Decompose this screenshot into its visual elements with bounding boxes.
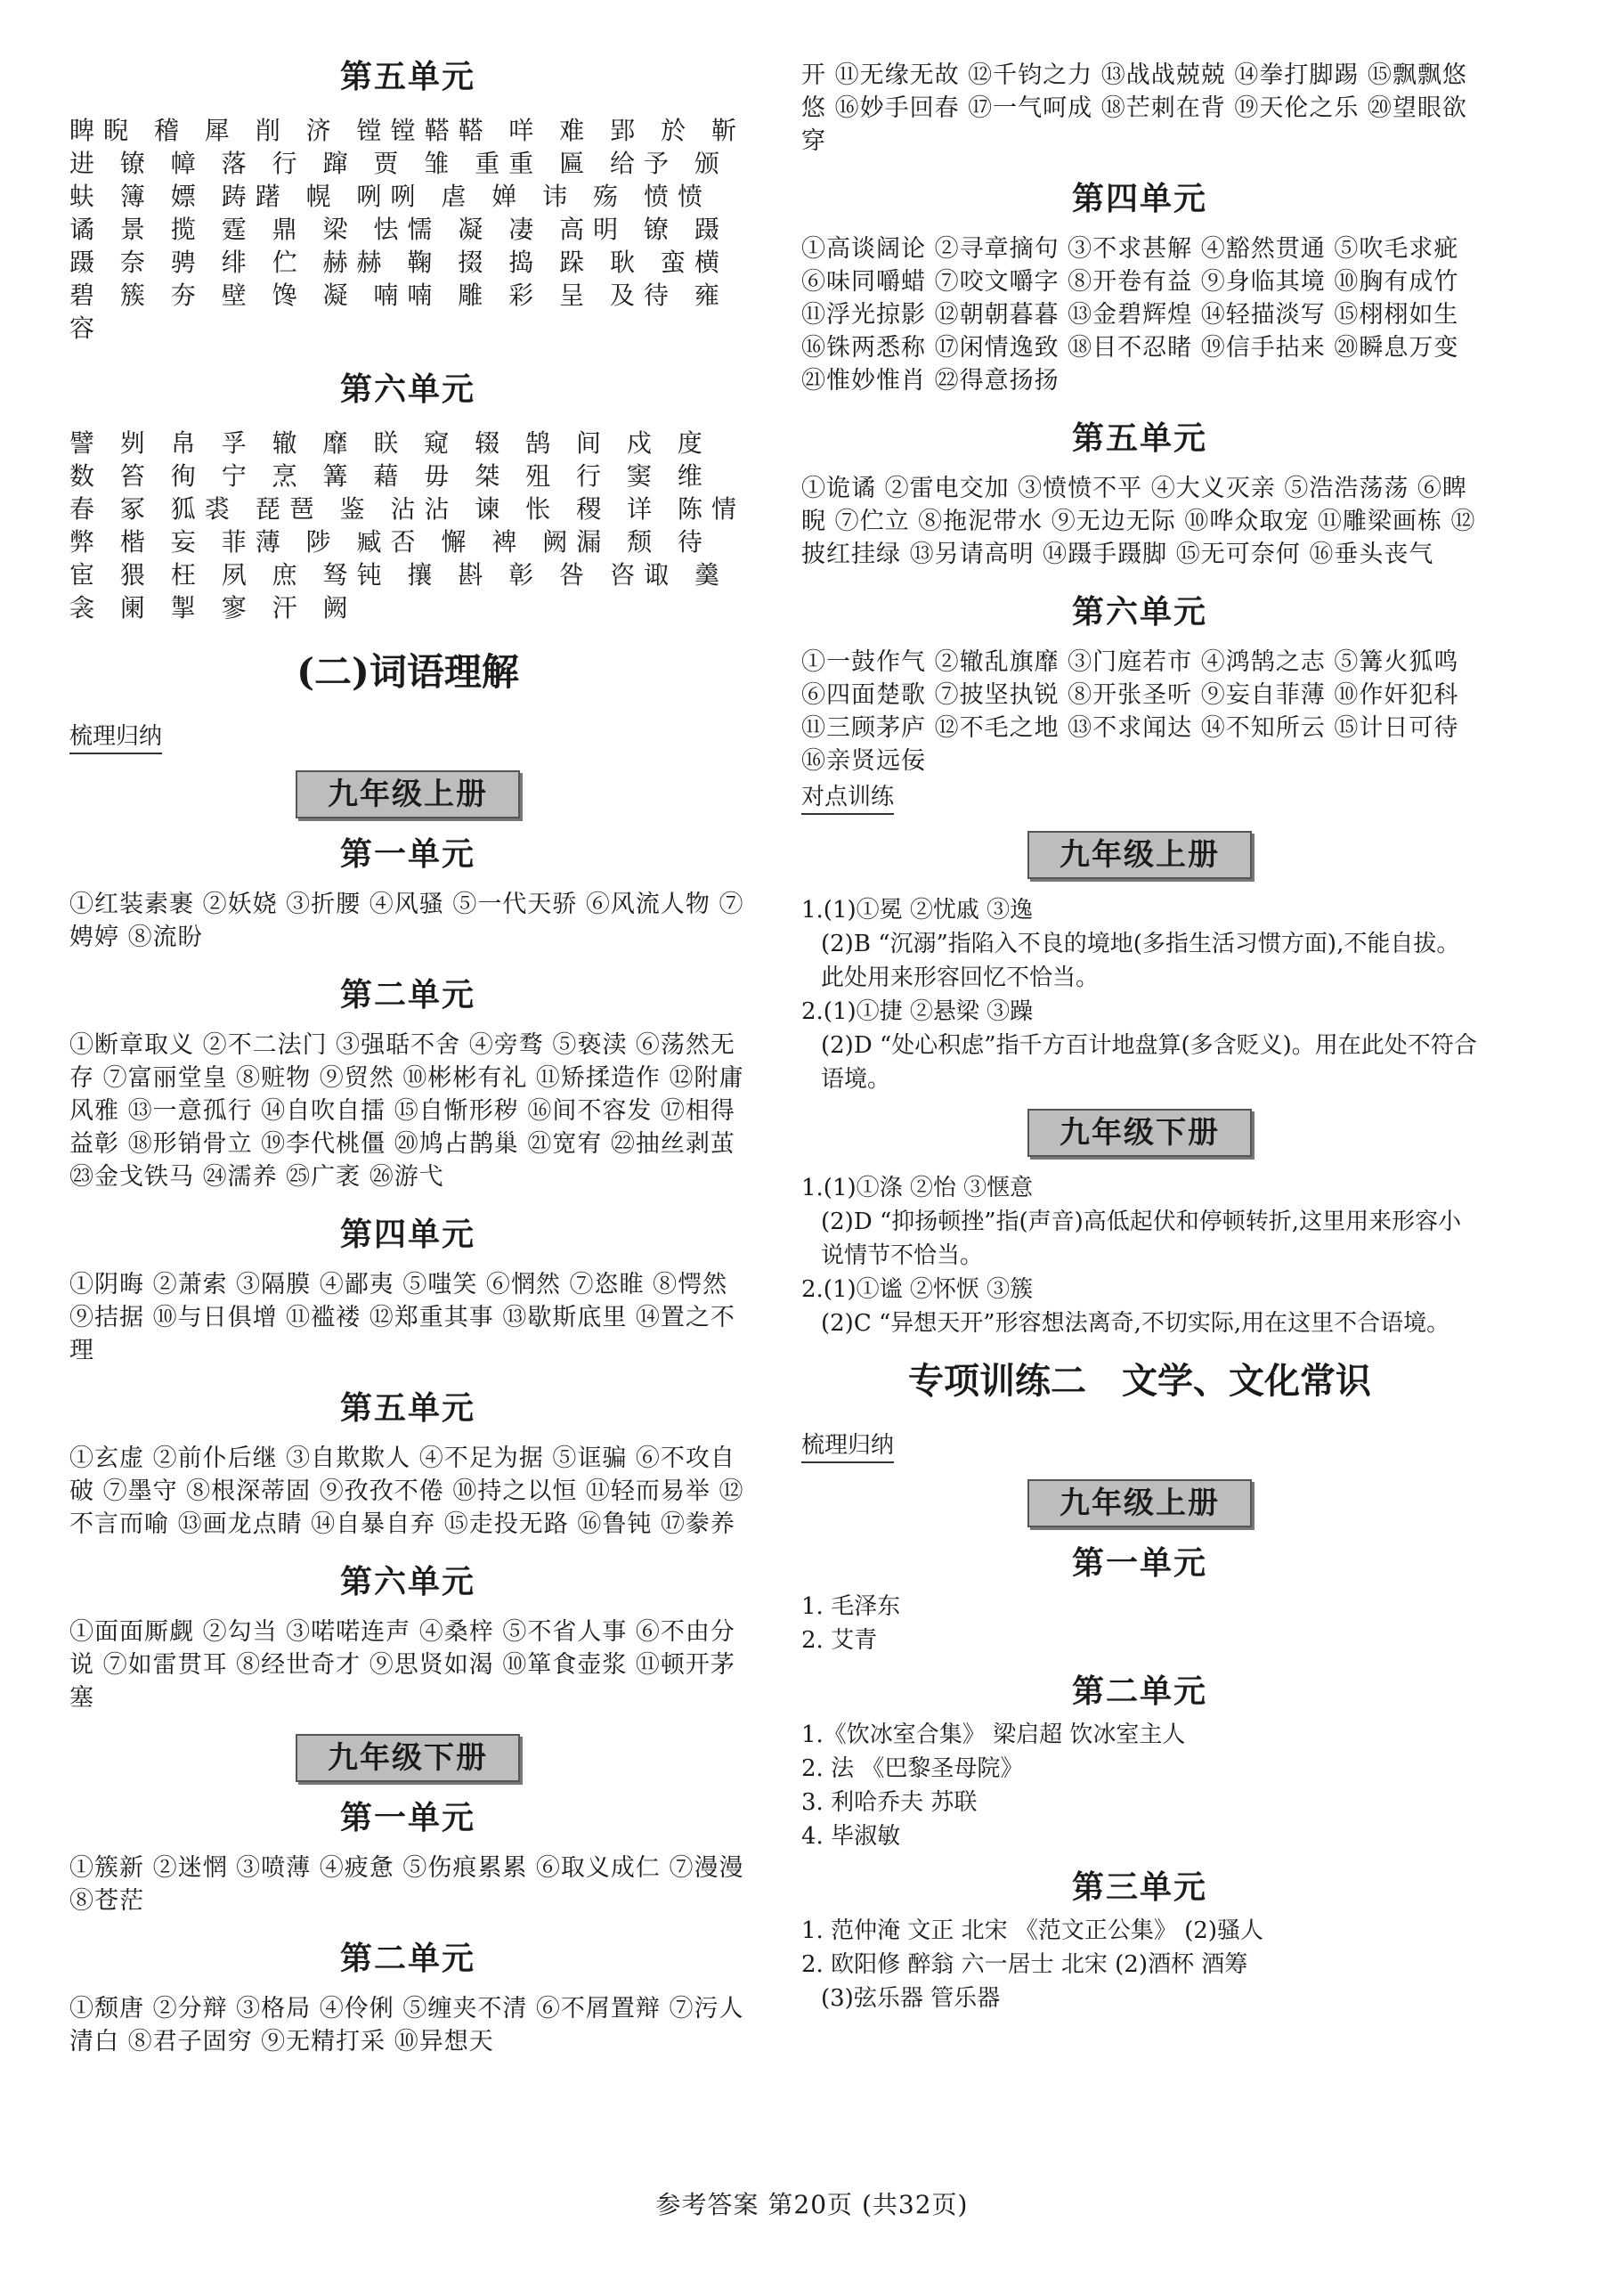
- exercise-block: [801, 1171, 1478, 1340]
- special-section-title: 专项训练二 文学、文化常识: [908, 1360, 1371, 1402]
- answer-line: 1. 毛泽东: [801, 1593, 901, 1620]
- answer-text: ①簇新 ②迷惘 ③喷薄 ④疲惫 ⑤伤痕累累 ⑥取义成仁 ⑦漫漫 ⑧苍茫: [69, 1854, 744, 1915]
- unit-title: 第五单元: [339, 1389, 475, 1427]
- answer-list: [801, 1718, 1478, 1853]
- unit-title: 第五单元: [339, 58, 475, 95]
- grade-badge: 九年级上册: [1027, 831, 1252, 879]
- unit-title: 第二单元: [1071, 1673, 1207, 1710]
- char-list: 睥睨 稽 犀 削 济 镗镗鞳鞳 咩 难 郢 於 靳 进 镣 幛 落 行 蹿 贾 雏 重重 匾 给予 颁 蚨 簿 嫖 踌躇 幌 咧咧 虐 婵 讳 殇 愤愤 谲 景 揽 霆 鼎 梁 怯懦 凝 凄 高明 镣 蹑 蹑 奈 骋 绯 伫 赫赫 鞠 掇 捣 跺 耿 蛮横 碧 簇 夯 壁 馋 凝 喃喃 雕 彩 呈 及待 雍容: [69, 116, 746, 343]
- exercise-block: [801, 893, 1478, 1096]
- exercise-line: (2)C “异想天开”形容想法离奇,不切实际,用在这里不合语境。: [821, 1310, 1450, 1337]
- answer-text: ①玄虚 ②前仆后继 ③自欺欺人 ④不足为据 ⑤诓骗 ⑥不攻自破 ⑦墨守 ⑧根深蒂固 ⑨孜孜不倦 ⑩持之以恒 ⑪轻而易举 ⑫不言而喻 ⑬画龙点睛 ⑭自暴自弃 ⑮走投无路 ⑯鲁钝 ⑰豢养: [69, 1445, 744, 1538]
- practice-label: 对点训练: [801, 783, 894, 815]
- unit-title: 第四单元: [1071, 180, 1207, 217]
- answer-line: 1. 范仲淹 文正 北宋 《范文正公集》 (2)骚人: [801, 1917, 1263, 1944]
- unit-title: 第六单元: [339, 370, 475, 408]
- exercise-line: 2.(1)①捷 ②悬梁 ③躁: [801, 998, 1034, 1025]
- unit-title: 第五单元: [1071, 419, 1207, 457]
- unit-title: 第六单元: [339, 1563, 475, 1600]
- exercise-line: (2)B “沉溺”指陷入不良的境地(多指生活习惯方面),不能自拔。此处用来形容回忆不恰当。: [821, 931, 1460, 991]
- section-title: (二)词语理解: [296, 650, 519, 694]
- exercise-line: 1.(1)①冕 ②忧戚 ③逸: [801, 897, 1034, 924]
- answer-list: [801, 1590, 1478, 1657]
- grade-badge: 九年级上册: [1027, 1479, 1252, 1527]
- answer-line: 2. 欧阳修 醉翁 六一居士 北宋 (2)酒杯 酒筹: [801, 1951, 1248, 1978]
- answer-text: 开 ⑪无缘无故 ⑫千钧之力 ⑬战战兢兢 ⑭拳打脚踢 ⑮飘飘悠悠 ⑯妙手回春 ⑰一气呵成 ⑱芒刺在背 ⑲天伦之乐 ⑳望眼欲穿: [801, 61, 1467, 155]
- answer-line: 2. 法 《巴黎圣母院》: [801, 1755, 1024, 1782]
- answer-line: 3. 利哈乔夫 苏联: [801, 1789, 978, 1816]
- unit-title: 第一单元: [339, 835, 475, 873]
- grade-badge: 九年级下册: [1027, 1109, 1252, 1157]
- left-column: [69, 55, 746, 2078]
- sort-label: 梳理归纳: [801, 1431, 894, 1463]
- unit-title: 第六单元: [1071, 593, 1207, 631]
- exercise-line: 2.(1)①谧 ②怀恹 ③簇: [801, 1276, 1034, 1303]
- answer-text: ①阴晦 ②萧索 ③隔膜 ④鄙夷 ⑤嗤笑 ⑥惘然 ⑦恣睢 ⑧愕然 ⑨拮据 ⑩与日俱增 ⑪褴褛 ⑫郑重其事 ⑬歇斯底里 ⑭置之不理: [69, 1271, 735, 1364]
- answer-text: ①红装素裹 ②妖娆 ③折腰 ④风骚 ⑤一代天骄 ⑥风流人物 ⑦娉婷 ⑧流盼: [69, 891, 744, 951]
- unit-title: 第一单元: [1071, 1544, 1207, 1582]
- grade-badge: 九年级上册: [296, 770, 520, 818]
- right-column: [801, 59, 1478, 2028]
- answer-text: ①颓唐 ②分辩 ③格局 ④伶俐 ⑤缠夹不清 ⑥不屑置辩 ⑦污人清白 ⑧君子固穷 ⑨无精打采 ⑩异想天: [69, 1995, 744, 2055]
- answer-line: 1.《饮冰室合集》 梁启超 饮冰室主人: [801, 1721, 1186, 1748]
- page-footer: 参考答案 第20页 (共32页): [655, 2190, 969, 2219]
- unit-title: 第四单元: [339, 1216, 475, 1253]
- answer-text: ①面面厮觑 ②勾当 ③喏喏连声 ④桑梓 ⑤不省人事 ⑥不由分说 ⑦如雷贯耳 ⑧经世奇才 ⑨思贤如渴 ⑩箪食壶浆 ⑪顿开茅塞: [69, 1618, 735, 1712]
- exercise-line: (2)D “处心积虑”指千方百计地盘算(多含贬义)。用在此处不符合语境。: [821, 1032, 1477, 1093]
- answer-line: 2. 艾青: [801, 1627, 878, 1654]
- answer-line: (3)弦乐器 管乐器: [821, 1985, 1001, 2012]
- sort-label: 梳理归纳: [69, 722, 162, 754]
- char-list: 譬 刿 帛 孚 辙 靡 眹 窥 辍 鹄 间 戍 度 数 笞 徇 宁 烹 篝 藉 毋 桀 殂 行 窦 维 春 冢 狐裘 琵琶 鉴 沾沾 谏 怅 稷 详 陈情 弊 楷 妄 菲薄 陟 臧否 懈 裨 阙漏 颓 待 宦 猥 枉 夙 庶 驽钝 攘 斟 彰 咎 咨诹 羹 衾 阑 掣 寥 汗 阙: [69, 428, 746, 623]
- answer-text: ①高谈阔论 ②寻章摘句 ③不求甚解 ④豁然贯通 ⑤吹毛求疵 ⑥味同嚼蜡 ⑦咬文嚼字 ⑧开卷有益 ⑨身临其境 ⑩胸有成竹 ⑪浮光掠影 ⑫朝朝暮暮 ⑬金碧辉煌 ⑭轻描淡写 ⑮栩栩如生 ⑯铢两悉称 ⑰闲情逸致 ⑱目不忍睹 ⑲信手拈来 ⑳瞬息万变 ㉑惟妙惟肖 ㉒得意扬扬: [801, 235, 1459, 395]
- grade-badge: 九年级下册: [296, 1734, 520, 1782]
- unit-title: 第三单元: [1071, 1868, 1207, 1906]
- answer-text: ①断章取义 ②不二法门 ③强聒不舍 ④旁骛 ⑤亵渎 ⑥荡然无存 ⑦富丽堂皇 ⑧赃物 ⑨贸然 ⑩彬彬有礼 ⑪矫揉造作 ⑫附庸风雅 ⑬一意孤行 ⑭自吹自擂 ⑮自惭形秽 ⑯间不容发 ⑰相得益彰 ⑱形销骨立 ⑲李代桃僵 ⑳鸠占鹊巢 ㉑宽宥 ㉒抽丝剥茧 ㉓金戈铁马 ㉔濡养 ㉕广袤 ㉖游弋: [69, 1031, 744, 1191]
- answer-text: ①诡谲 ②雷电交加 ③愤愤不平 ④大义灭亲 ⑤浩浩荡荡 ⑥睥睨 ⑦伫立 ⑧拖泥带水 ⑨无边无际 ⑩哗众取宠 ⑪雕梁画栋 ⑫披红挂绿 ⑬另请高明 ⑭蹑手蹑脚 ⑮无可奈何 ⑯垂头丧气: [801, 475, 1476, 568]
- answer-line: 4. 毕淑敏: [801, 1823, 901, 1850]
- unit-title: 第一单元: [339, 1799, 475, 1836]
- exercise-line: (2)D “抑扬顿挫”指(声音)高低起伏和停顿转折,这里用来形容小说情节不恰当。: [821, 1209, 1462, 1269]
- answer-text: ①一鼓作气 ②辙乱旗靡 ③门庭若市 ④鸿鹄之志 ⑤篝火狐鸣 ⑥四面楚歌 ⑦披坚执锐 ⑧开张圣听 ⑨妄自菲薄 ⑩作奸犯科 ⑪三顾茅庐 ⑫不毛之地 ⑬不求闻达 ⑭不知所云 ⑮计日可待 ⑯亲贤远佞: [801, 648, 1459, 775]
- unit-title: 第二单元: [339, 976, 475, 1013]
- unit-title: 第二单元: [339, 1940, 475, 1977]
- answer-list: [801, 1914, 1478, 2015]
- exercise-line: 1.(1)①涤 ②怡 ③惬意: [801, 1175, 1034, 1201]
